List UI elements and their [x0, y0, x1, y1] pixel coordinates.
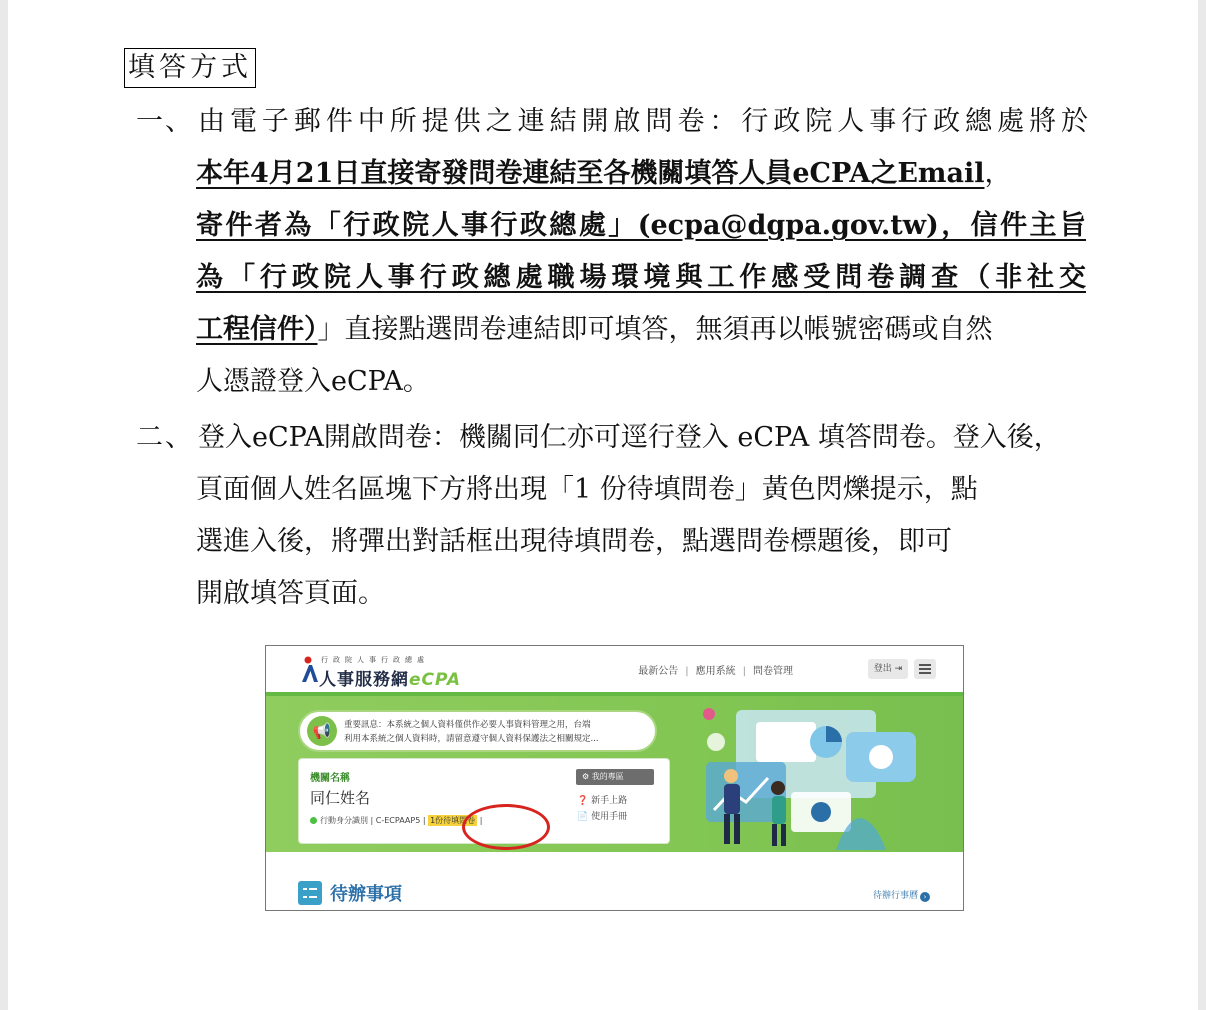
beginner-guide-label: 新手上路: [591, 796, 628, 806]
menu-button[interactable]: [914, 659, 936, 679]
notice-line-1: 重要訊息：本系統之個人資料僅供作必要人事資料管理之用，台端: [344, 720, 591, 730]
user-manual-link[interactable]: [577, 809, 627, 822]
section-heading: 填答方式: [124, 48, 256, 88]
item2-line3: 選進入後，將彈出對話框出現待填問卷，點選問卷標題後，即可: [196, 526, 952, 557]
item1-line5: [196, 304, 1086, 356]
item1-line2-tail: ，: [984, 158, 1012, 189]
logo-brand: eCPA: [409, 670, 462, 690]
todo-title: 待辦事項: [330, 884, 402, 905]
logout-label: 登出: [873, 664, 892, 674]
my-area-button[interactable]: [576, 769, 654, 785]
todo-calendar-link[interactable]: [873, 888, 930, 902]
org-name: 機關名稱: [310, 773, 350, 784]
ecpa-logo-icon: [300, 656, 320, 684]
item1-line1: 由電子郵件中所提供之連結開啟問卷：行政院人事行政總處將於: [198, 106, 1088, 137]
notice-text: [344, 718, 649, 746]
user-card: [298, 758, 670, 844]
item1-line2-bold: 本年4月21日直接寄發問卷連結至各機關填答人員eCPA之Email: [196, 158, 985, 189]
document-icon: 📄: [577, 812, 589, 822]
ecpa-screenshot: [265, 645, 964, 911]
logout-button[interactable]: [868, 659, 908, 679]
todo-list-icon: [298, 881, 322, 905]
nav-item-apps[interactable]: 應用系統: [695, 666, 736, 677]
nav-item-news[interactable]: 最新公告: [638, 666, 679, 677]
item1-line4-bold: 為「行政院人事行政總處職場環境與工作感受問卷調查（非社交: [196, 262, 1086, 293]
top-nav: 最新公告 | 應用系統 | 問卷管理: [638, 666, 793, 677]
logout-icon: ⇥: [894, 664, 903, 674]
beginner-guide-link[interactable]: [577, 793, 627, 806]
gear-icon: ⚙: [582, 772, 590, 781]
hero-banner: [266, 696, 963, 852]
todo-calendar-label: 待辦行事曆: [873, 891, 919, 901]
item1-line4: [196, 252, 1086, 304]
item1-line5-tail: 」直接點選問卷連結即可填答，無須再以帳號密碼或自然: [317, 314, 993, 345]
notice-line-2: 利用本系統之個人資料時，請留意遵守個人資料保護法之相關規定...: [344, 734, 599, 744]
pending-survey-badge[interactable]: 1份待填問卷: [430, 816, 476, 825]
important-notice[interactable]: [298, 710, 657, 752]
my-area-label: 我的專區: [591, 772, 624, 781]
user-name: 同仁姓名: [310, 789, 371, 807]
arrow-right-icon: ›: [920, 892, 930, 902]
site-header: [266, 646, 963, 692]
logo-title: 人事服務網: [319, 670, 409, 690]
site-logo[interactable]: [319, 665, 461, 690]
item2-line2: 頁面個人姓名區塊下方將出現「1 份待填問卷」黃色閃爍提示，點: [196, 474, 978, 505]
item2-line4: 開啟填答頁面。: [196, 578, 385, 609]
id-label: 行動身分識別: [320, 816, 368, 825]
item-number-2: 二、: [136, 422, 194, 453]
item1-line2: [196, 148, 1086, 200]
item-number-1: 一、: [136, 106, 194, 137]
id-line: 行動身分識別 | C-ECPAAP5 | 1份待填問卷 |: [310, 815, 482, 826]
highlight-circle: [462, 804, 550, 850]
item1-line5-bold: 工程信件）: [196, 314, 318, 345]
id-code: C-ECPAAP5: [375, 816, 421, 825]
megaphone-icon: 📢: [307, 716, 337, 746]
banner-illustration: [676, 702, 956, 850]
item1-line3: [196, 200, 1086, 252]
logo-agency-text: 行政院人事行政總處: [321, 656, 429, 664]
item1-line6: 人憑證登入eCPA。: [196, 366, 430, 397]
item2-line1: 登入eCPA開啟問卷：機關同仁亦可逕行登入 eCPA 填答問卷。登入後，: [198, 422, 1061, 453]
question-icon: ❓: [577, 796, 589, 806]
user-manual-label: 使用手冊: [591, 812, 628, 822]
item1-line3-bold: 寄件者為「行政院人事行政總處」(ecpa@dgpa.gov.tw)，信件主旨: [196, 210, 1086, 241]
nav-item-survey[interactable]: 問卷管理: [753, 666, 793, 677]
status-dot-icon: [310, 817, 317, 824]
